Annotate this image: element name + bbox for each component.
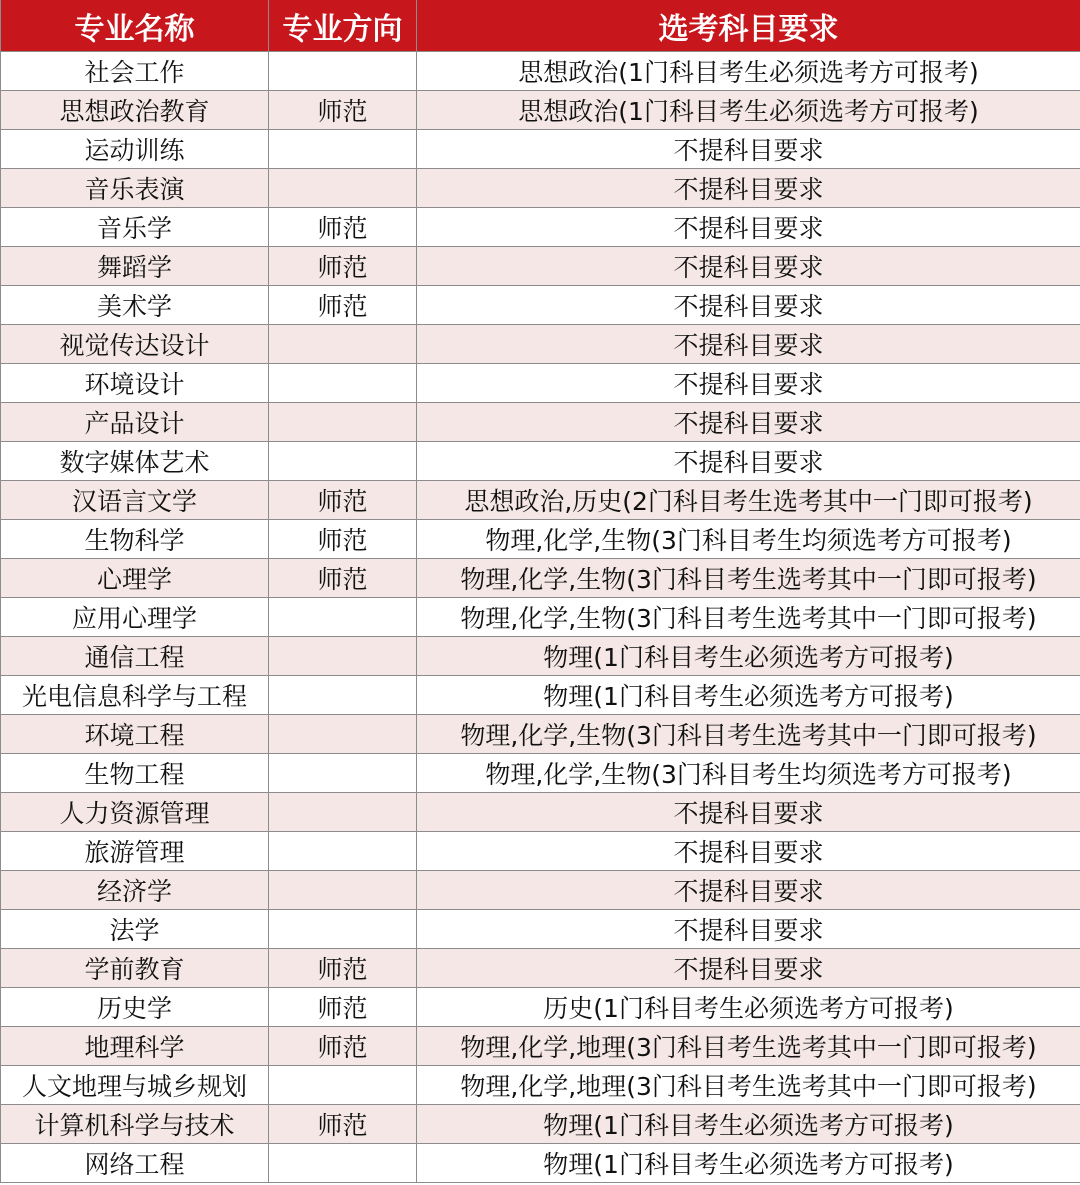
major-direction-cell: 师范 <box>269 520 417 559</box>
subject-requirement-cell: 物理,化学,生物(3门科目考生选考其中一门即可报考) <box>417 598 1080 637</box>
table-row <box>1 598 1080 637</box>
major-direction-cell <box>269 910 417 949</box>
major-direction-cell: 师范 <box>269 1027 417 1066</box>
major-direction-cell <box>269 715 417 754</box>
major-name-cell: 数字媒体艺术 <box>1 442 269 481</box>
major-direction-cell <box>269 442 417 481</box>
subject-requirement-cell: 物理,化学,地理(3门科目考生选考其中一门即可报考) <box>417 1027 1080 1066</box>
major-name-cell: 美术学 <box>1 286 269 325</box>
table-row <box>1 169 1080 208</box>
table-row <box>1 1027 1080 1066</box>
major-name-cell: 历史学 <box>1 988 269 1027</box>
major-name-cell: 舞蹈学 <box>1 247 269 286</box>
table-row <box>1 754 1080 793</box>
table-row <box>1 1105 1080 1144</box>
subject-requirement-cell: 物理,化学,生物(3门科目考生均须选考方可报考) <box>417 754 1080 793</box>
major-name-cell: 光电信息科学与工程 <box>1 676 269 715</box>
major-name-cell: 环境工程 <box>1 715 269 754</box>
major-direction-cell: 师范 <box>269 1105 417 1144</box>
table-row <box>1 559 1080 598</box>
major-name-cell: 生物工程 <box>1 754 269 793</box>
major-name-cell: 运动训练 <box>1 130 269 169</box>
major-name-cell: 社会工作 <box>1 52 269 91</box>
table-row <box>1 247 1080 286</box>
table-row <box>1 442 1080 481</box>
table-row <box>1 91 1080 130</box>
major-name-cell: 网络工程 <box>1 1144 269 1183</box>
table-row <box>1 949 1080 988</box>
table-row <box>1 1066 1080 1105</box>
table-row <box>1 208 1080 247</box>
major-name-cell: 汉语言文学 <box>1 481 269 520</box>
subject-requirement-cell: 思想政治,历史(2门科目考生选考其中一门即可报考) <box>417 481 1080 520</box>
subject-requirement-cell: 不提科目要求 <box>417 247 1080 286</box>
subject-requirement-cell: 不提科目要求 <box>417 325 1080 364</box>
major-name-cell: 生物科学 <box>1 520 269 559</box>
subject-requirement-cell: 物理,化学,地理(3门科目考生选考其中一门即可报考) <box>417 1066 1080 1105</box>
table-row <box>1 1144 1080 1183</box>
major-name-cell: 计算机科学与技术 <box>1 1105 269 1144</box>
table-row <box>1 364 1080 403</box>
table-row <box>1 286 1080 325</box>
major-name-cell: 人文地理与城乡规划 <box>1 1066 269 1105</box>
major-name-cell: 地理科学 <box>1 1027 269 1066</box>
major-direction-cell <box>269 793 417 832</box>
major-name-cell: 法学 <box>1 910 269 949</box>
subject-requirement-cell: 不提科目要求 <box>417 286 1080 325</box>
major-direction-cell: 师范 <box>269 988 417 1027</box>
subject-requirement-cell: 历史(1门科目考生必须选考方可报考) <box>417 988 1080 1027</box>
major-name-cell: 思想政治教育 <box>1 91 269 130</box>
subject-requirement-cell: 物理(1门科目考生必须选考方可报考) <box>417 676 1080 715</box>
subject-requirement-cell: 物理,化学,生物(3门科目考生选考其中一门即可报考) <box>417 559 1080 598</box>
major-direction-cell: 师范 <box>269 559 417 598</box>
table-row <box>1 871 1080 910</box>
header-row <box>1 0 1080 52</box>
major-direction-cell <box>269 130 417 169</box>
subject-requirement-cell: 不提科目要求 <box>417 403 1080 442</box>
major-name-cell: 应用心理学 <box>1 598 269 637</box>
major-direction-cell <box>269 403 417 442</box>
table-row <box>1 910 1080 949</box>
table-row <box>1 832 1080 871</box>
subject-requirement-cell: 不提科目要求 <box>417 208 1080 247</box>
major-direction-cell <box>269 52 417 91</box>
table-row <box>1 481 1080 520</box>
major-direction-cell: 师范 <box>269 91 417 130</box>
major-direction-cell: 师范 <box>269 481 417 520</box>
subject-requirement-cell: 不提科目要求 <box>417 130 1080 169</box>
subject-requirement-cell: 思想政治(1门科目考生必须选考方可报考) <box>417 52 1080 91</box>
major-name-cell: 学前教育 <box>1 949 269 988</box>
header-major-name: 专业名称 <box>1 0 269 52</box>
major-direction-cell: 师范 <box>269 208 417 247</box>
subject-requirement-cell: 物理(1门科目考生必须选考方可报考) <box>417 1105 1080 1144</box>
subject-requirement-cell: 不提科目要求 <box>417 364 1080 403</box>
major-direction-cell <box>269 169 417 208</box>
table-row <box>1 676 1080 715</box>
major-name-cell: 产品设计 <box>1 403 269 442</box>
major-direction-cell <box>269 832 417 871</box>
table-row <box>1 988 1080 1027</box>
table-row <box>1 130 1080 169</box>
table-row <box>1 403 1080 442</box>
table-row <box>1 637 1080 676</box>
major-direction-cell: 师范 <box>269 247 417 286</box>
major-name-cell: 心理学 <box>1 559 269 598</box>
table-header <box>1 0 1080 52</box>
subject-requirement-cell: 思想政治(1门科目考生必须选考方可报考) <box>417 91 1080 130</box>
major-direction-cell: 师范 <box>269 286 417 325</box>
subject-requirement-cell: 不提科目要求 <box>417 949 1080 988</box>
major-direction-cell <box>269 637 417 676</box>
major-direction-cell <box>269 598 417 637</box>
table-row <box>1 715 1080 754</box>
subject-requirement-cell: 不提科目要求 <box>417 793 1080 832</box>
table-row <box>1 793 1080 832</box>
major-direction-cell <box>269 1066 417 1105</box>
subject-requirement-cell: 不提科目要求 <box>417 832 1080 871</box>
major-name-cell: 经济学 <box>1 871 269 910</box>
header-subject-requirements: 选考科目要求 <box>417 0 1080 52</box>
subject-requirement-cell: 物理(1门科目考生必须选考方可报考) <box>417 637 1080 676</box>
subject-requirement-cell: 物理,化学,生物(3门科目考生选考其中一门即可报考) <box>417 715 1080 754</box>
subject-requirement-cell: 不提科目要求 <box>417 442 1080 481</box>
major-direction-cell <box>269 871 417 910</box>
header-major-direction: 专业方向 <box>269 0 417 52</box>
major-name-cell: 人力资源管理 <box>1 793 269 832</box>
subject-requirement-cell: 不提科目要求 <box>417 871 1080 910</box>
table-row <box>1 520 1080 559</box>
major-direction-cell <box>269 1144 417 1183</box>
major-name-cell: 环境设计 <box>1 364 269 403</box>
major-direction-cell <box>269 364 417 403</box>
major-direction-cell <box>269 325 417 364</box>
major-name-cell: 视觉传达设计 <box>1 325 269 364</box>
major-name-cell: 音乐学 <box>1 208 269 247</box>
table-body <box>1 52 1080 1183</box>
major-direction-cell <box>269 676 417 715</box>
major-name-cell: 旅游管理 <box>1 832 269 871</box>
subject-requirement-cell: 物理(1门科目考生必须选考方可报考) <box>417 1144 1080 1183</box>
major-direction-cell <box>269 754 417 793</box>
subject-requirement-cell: 不提科目要求 <box>417 169 1080 208</box>
major-name-cell: 通信工程 <box>1 637 269 676</box>
table-row <box>1 52 1080 91</box>
major-direction-cell: 师范 <box>269 949 417 988</box>
subject-requirement-cell: 不提科目要求 <box>417 910 1080 949</box>
major-name-cell: 音乐表演 <box>1 169 269 208</box>
table-row <box>1 325 1080 364</box>
subject-requirement-cell: 物理,化学,生物(3门科目考生均须选考方可报考) <box>417 520 1080 559</box>
